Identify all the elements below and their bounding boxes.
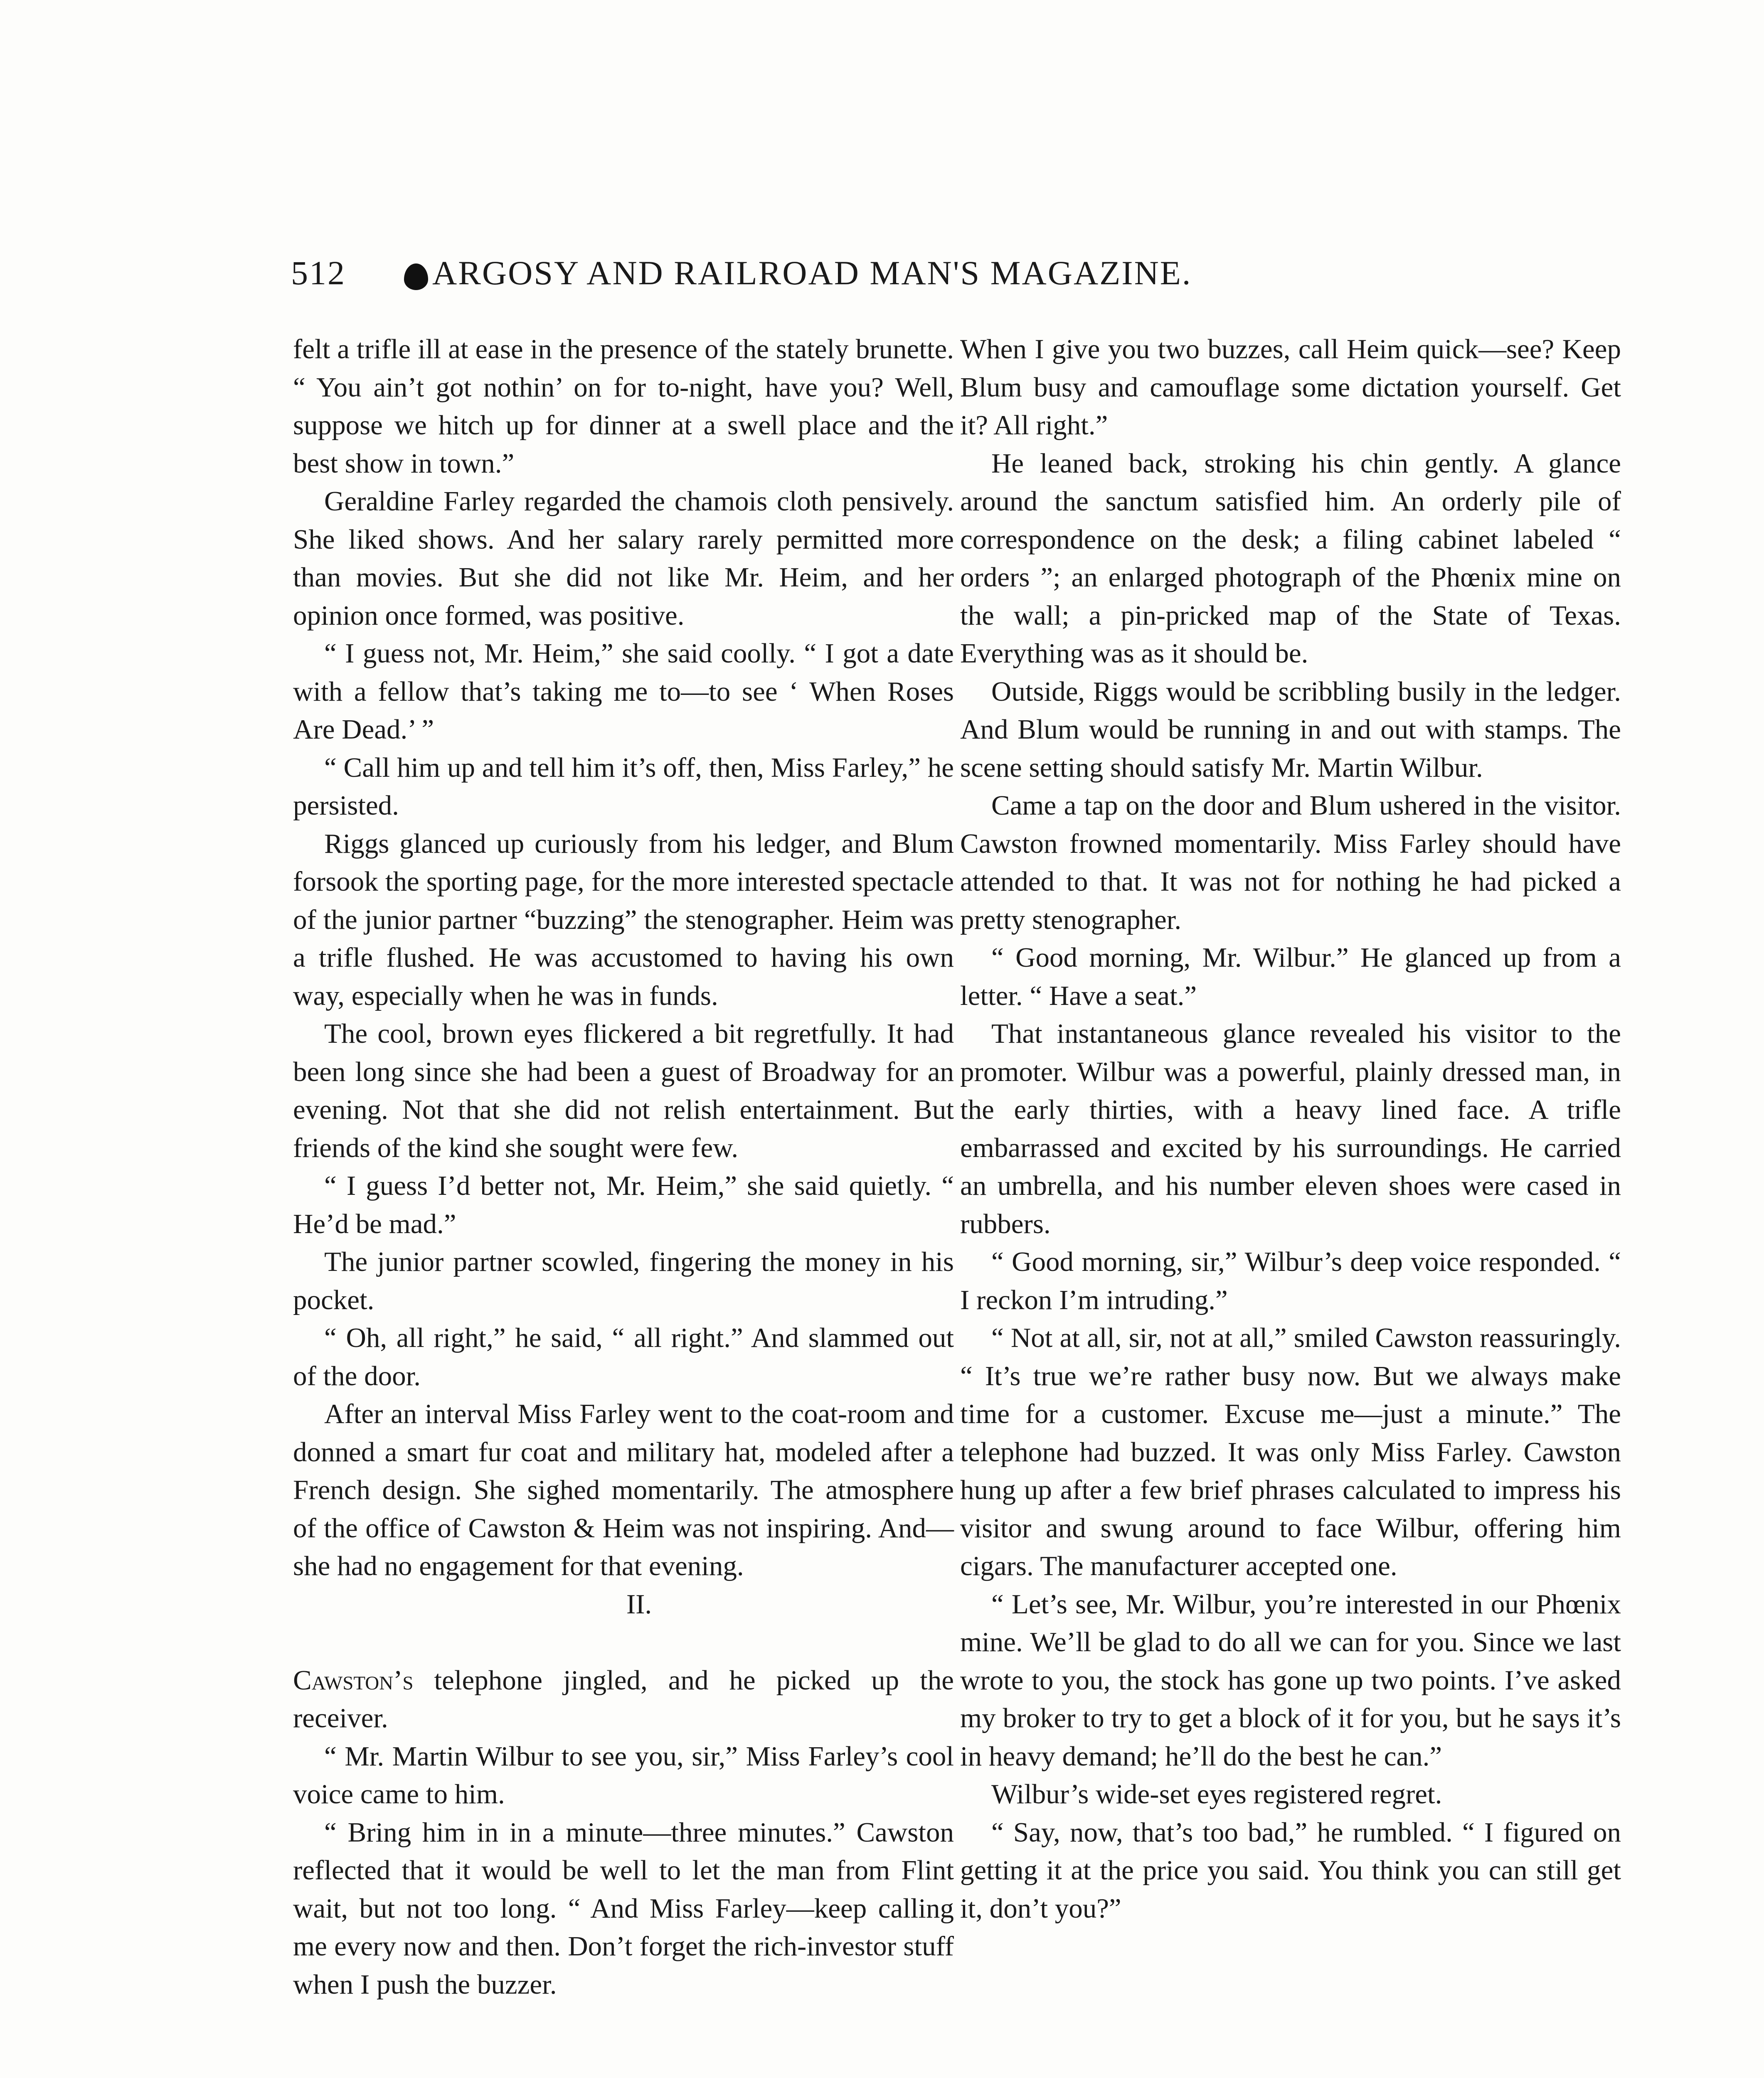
left-column <box>293 330 954 2004</box>
paragraph: “ Let’s see, Mr. Wilbur, you’re interested in our Phœnix mine. We’ll be glad to do all we can for you. Since we last wrote to you, the stock has gone up two points. I’ve asked my broker to try to get a block of it for you, but he says it’s in heavy demand; he’ll do the best he can.” <box>960 1588 1621 1772</box>
paragraph: “ Bring him in in a minute—three minutes.” Cawston reflected that it would be well to let the man from Flint wait, but not too long. “ And Miss Farley—keep calling me every now and then. Don’t forget the rich-investor stuff when I push the buzzer. <box>293 1817 954 2000</box>
section-first-rest: telephone jingled, and he picked up the receiver. <box>293 1664 954 1733</box>
paragraph: Geraldine Farley regarded the chamois cloth pensively. She liked shows. And her salary rarely permitted more than movies. But she did not like Mr. Heim, and her opinion once formed, was positive. <box>293 486 954 631</box>
section-opening-paragraph <box>293 1662 954 1738</box>
ink-blot-ornament-icon <box>404 263 428 290</box>
section-heading: II. <box>626 1588 652 1620</box>
paragraph: “ Good morning, Mr. Wilbur.” He glanced up from a letter. “ Have a seat.” <box>960 942 1621 1011</box>
paragraph: “ Say, now, that’s too bad,” he rumbled. “ I figured on getting it at the price you said. You think you can still get it, don’t you?” <box>960 1817 1621 1924</box>
paragraph: Riggs glanced up curiously from his ledger, and Blum forsook the sporting page, for the more interested spectacle of the junior partner “buzzing” the stenographer. Heim was a trifle flushed. He was accustomed to having his own way, especially when he was in funds. <box>293 828 954 1011</box>
paragraph: Came a tap on the door and Blum ushered in the visitor. Cawston frowned momentarily. Miss Farley should have attended to that. It was not for nothing he had picked a pretty stenographer. <box>960 790 1621 935</box>
paragraph: That instantaneous glance revealed his visitor to the promoter. Wilbur was a powerful, plainly dressed man, in the early thirties, with a heavy lined face. A trifle embarrassed and excited by his surroundings. He carried an umbrella, and his number eleven shoes were cased in rubbers. <box>960 1018 1621 1239</box>
paragraph: “ Not at all, sir, not at all,” smiled Cawston reassuringly. “ It’s true we’re rather busy now. But we always make time for a customer. Excuse me—just a minute.” The telephone had buzzed. It was only Miss Farley. Cawston hung up after a few brief phrases calculated to impress his visitor and swung around to face Wilbur, offering him cigars. The manufacturer accepted one. <box>960 1322 1621 1581</box>
paragraph: “ Mr. Martin Wilbur to see you, sir,” Miss Farley’s cool voice came to him. <box>293 1741 954 1810</box>
paragraph: Wilbur’s wide-set eyes registered regret. <box>991 1779 1442 1810</box>
paragraph: “ I guess I’d better not, Mr. Heim,” she said quietly. “ He’d be mad.” <box>293 1170 954 1239</box>
paragraph: Outside, Riggs would be scribbling busily in the ledger. And Blum would be running in and out with stamps. The scene setting should satisfy Mr. Martin Wilbur. <box>960 676 1621 783</box>
paragraph: “ I guess not, Mr. Heim,” she said coolly. “ I got a date with a fellow that’s taking me to—to see ‘ When Roses Are Dead.’ ” <box>293 638 954 745</box>
paragraph: When I give you two buzzes, call Heim quick—see? Keep Blum busy and camouflage some dictation yourself. Get it? All right.” <box>960 334 1621 441</box>
running-header <box>291 254 1496 299</box>
paragraph: felt a trifle ill at ease in the presence of the stately brunette. “ You ain’t got nothin’ on for to-night, have you? Well, suppose we hitch up for dinner at a swell place and the best show in town.” <box>293 334 954 479</box>
paragraph: After an interval Miss Farley went to the coat-room and donned a smart fur coat and military hat, modeled after a French design. She sighed momentarily. The atmosphere of the office of Cawston & Heim was not inspiring. And—she had no engagement for that evening. <box>293 1398 954 1581</box>
paragraph: The cool, brown eyes flickered a bit regretfully. It had been long since she had been a guest of Broadway for an evening. Not that she did not relish entertainment. But friends of the kind she sought were few. <box>293 1018 954 1163</box>
right-column <box>960 330 1621 1928</box>
paragraph: The junior partner scowled, fingering the money in his pocket. <box>293 1246 954 1315</box>
magazine-title: ARGOSY AND RAILROAD MAN'S MAGAZINE. <box>432 254 1192 292</box>
paragraph: “ Oh, all right,” he said, “ all right.” And slammed out of the door. <box>293 1322 954 1391</box>
section-first-word: Cawston’s <box>293 1664 414 1696</box>
paragraph: He leaned back, stroking his chin gently. A glance around the sanctum satisfied him. An orderly pile of correspondence on the desk; a filing cabinet labeled “ orders ”; an enlarged photograph of the Phœnix mine on the wall; a pin-pricked map of the State of Texas. Everything was as it should be. <box>960 448 1621 669</box>
paragraph: “ Call him up and tell him it’s off, then, Miss Farley,” he persisted. <box>293 752 954 821</box>
page-number: 512 <box>291 254 346 292</box>
paragraph: “ Good morning, sir,” Wilbur’s deep voice responded. “ I reckon I’m intruding.” <box>960 1246 1621 1315</box>
